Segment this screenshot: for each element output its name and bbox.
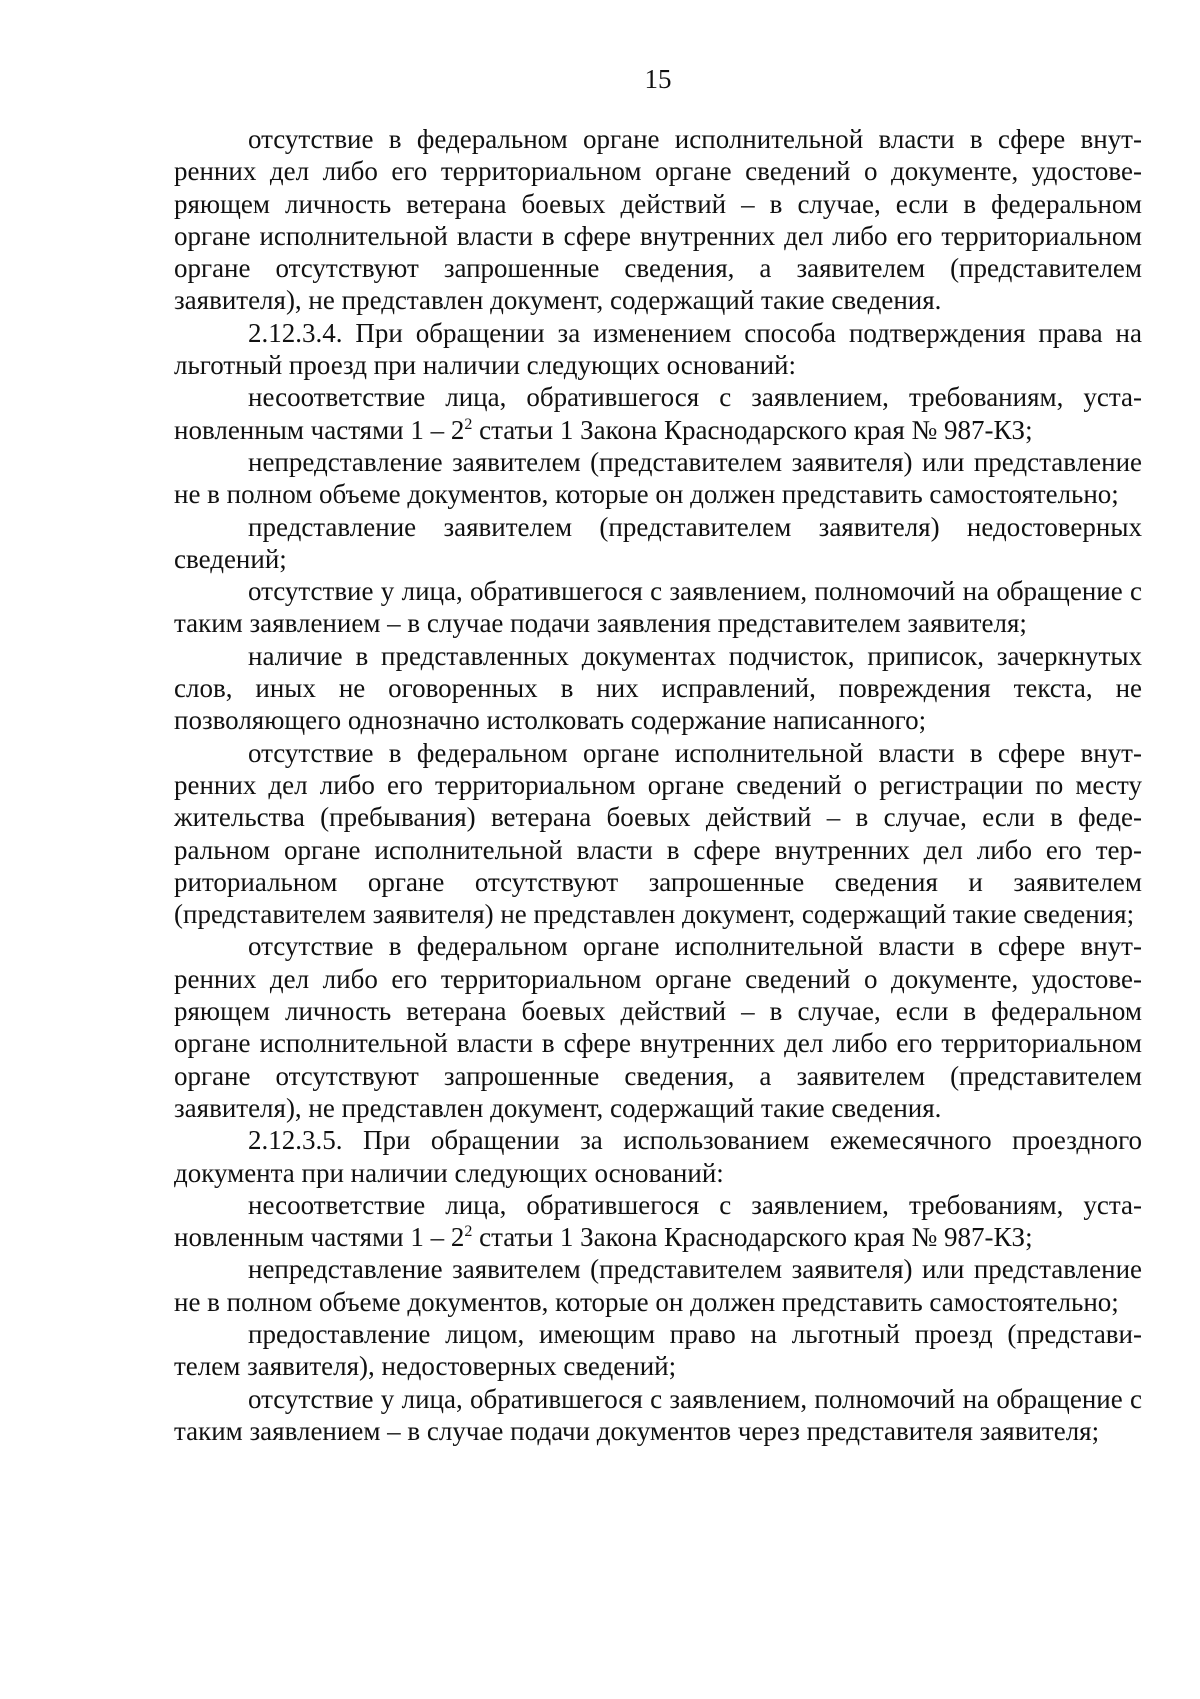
paragraph-text: несоответствие лица, обратившегося с заявлением, требованиям, установленным частями 1 – 2 — [174, 1189, 1142, 1253]
paragraph: непредставление заявителем (представителем заявителя) или представление не в полном объеме документов, которые он должен представить самостоятельно; — [174, 446, 1142, 510]
paragraph: непредставление заявителем (представителем заявителя) или представление не в полном объеме документов, которые он должен представить самостоятельно; — [174, 1254, 1142, 1317]
paragraph-text: несоответствие лица, обратившегося с заявлением, требованиям, установленным частями 1 – 2 — [174, 382, 1142, 445]
paragraph: отсутствие в федеральном органе исполнительной власти в сфере внутренних дел либо его территориальном органе сведений о регистрации по месту жительства (пребывания) ветерана боевых действий – в случае, если в федеральном органе исполнительной власти в сфере внутренних дел либо его территориальном органе отсутствуют запрошенные сведения и заявителем (представителем заявителя) не представлен документ, содержащий такие сведения; — [174, 737, 1142, 930]
paragraph: предоставление лицом, имеющим право на льготный проезд (представителем заявителя), недостоверных сведений; — [174, 1318, 1142, 1382]
document-body — [174, 123, 1142, 1447]
paragraph: отсутствие в федеральном органе исполнительной власти в сфере внутренних дел либо его территориальном органе сведений о документе, удостоверяющем личность ветерана боевых действий – в случае, если в федеральном органе исполнительной власти в сфере внутренних дел либо его территориальном органе отсутствуют запрошенные сведения, а заявителем (представителем заявителя), не представлен документ, содержащий такие сведения. — [174, 931, 1142, 1123]
paragraph: отсутствие в федеральном органе исполнительной власти в сфере внутренних дел либо его территориальном органе сведений о документе, удостоверяющем личность ветерана боевых действий – в случае, если в федеральном органе исполнительной власти в сфере внутренних дел либо его территориальном органе отсутствуют запрошенные сведения, а заявителем (представителем заявителя), не представлен документ, содержащий такие сведения. — [174, 124, 1142, 316]
document-page — [174, 0, 1142, 1699]
paragraph: отсутствие у лица, обратившегося с заявлением, полномочий на обращение с таким заявлением – в случае подачи заявления представителем заявителя; — [174, 576, 1142, 639]
page-number: 15 — [644, 64, 672, 94]
section-heading-2-12-3-5: 2.12.3.5. При обращении за использованием ежемесячного проездного документа при наличии следующих оснований: — [174, 1125, 1142, 1188]
law-reference: статьи 1 Закона Краснодарского края № 987-КЗ; — [472, 1222, 1033, 1253]
paragraph: наличие в представленных документах подчисток, приписок, зачеркнутых слов, иных не оговоренных в них исправлений, повреждения текста, не позволяющего однозначно истолковать содержание написанного; — [174, 640, 1142, 736]
superscript: 2 — [464, 415, 473, 433]
paragraph — [174, 1189, 1142, 1254]
paragraph: представление заявителем (представителем заявителя) недостоверных сведений; — [174, 511, 1142, 574]
superscript: 2 — [464, 1223, 473, 1241]
paragraph: отсутствие у лица, обратившегося с заявлением, полномочий на обращение с таким заявлением – в случае подачи документов через представителя заявителя; — [174, 1383, 1142, 1446]
section-heading-2-12-3-4: 2.12.3.4. При обращении за изменением способа подтверждения права на льготный проезд при наличии следующих оснований: — [174, 317, 1142, 381]
paragraph — [174, 381, 1142, 446]
law-reference: статьи 1 Закона Краснодарского края № 987-КЗ; — [472, 414, 1033, 445]
